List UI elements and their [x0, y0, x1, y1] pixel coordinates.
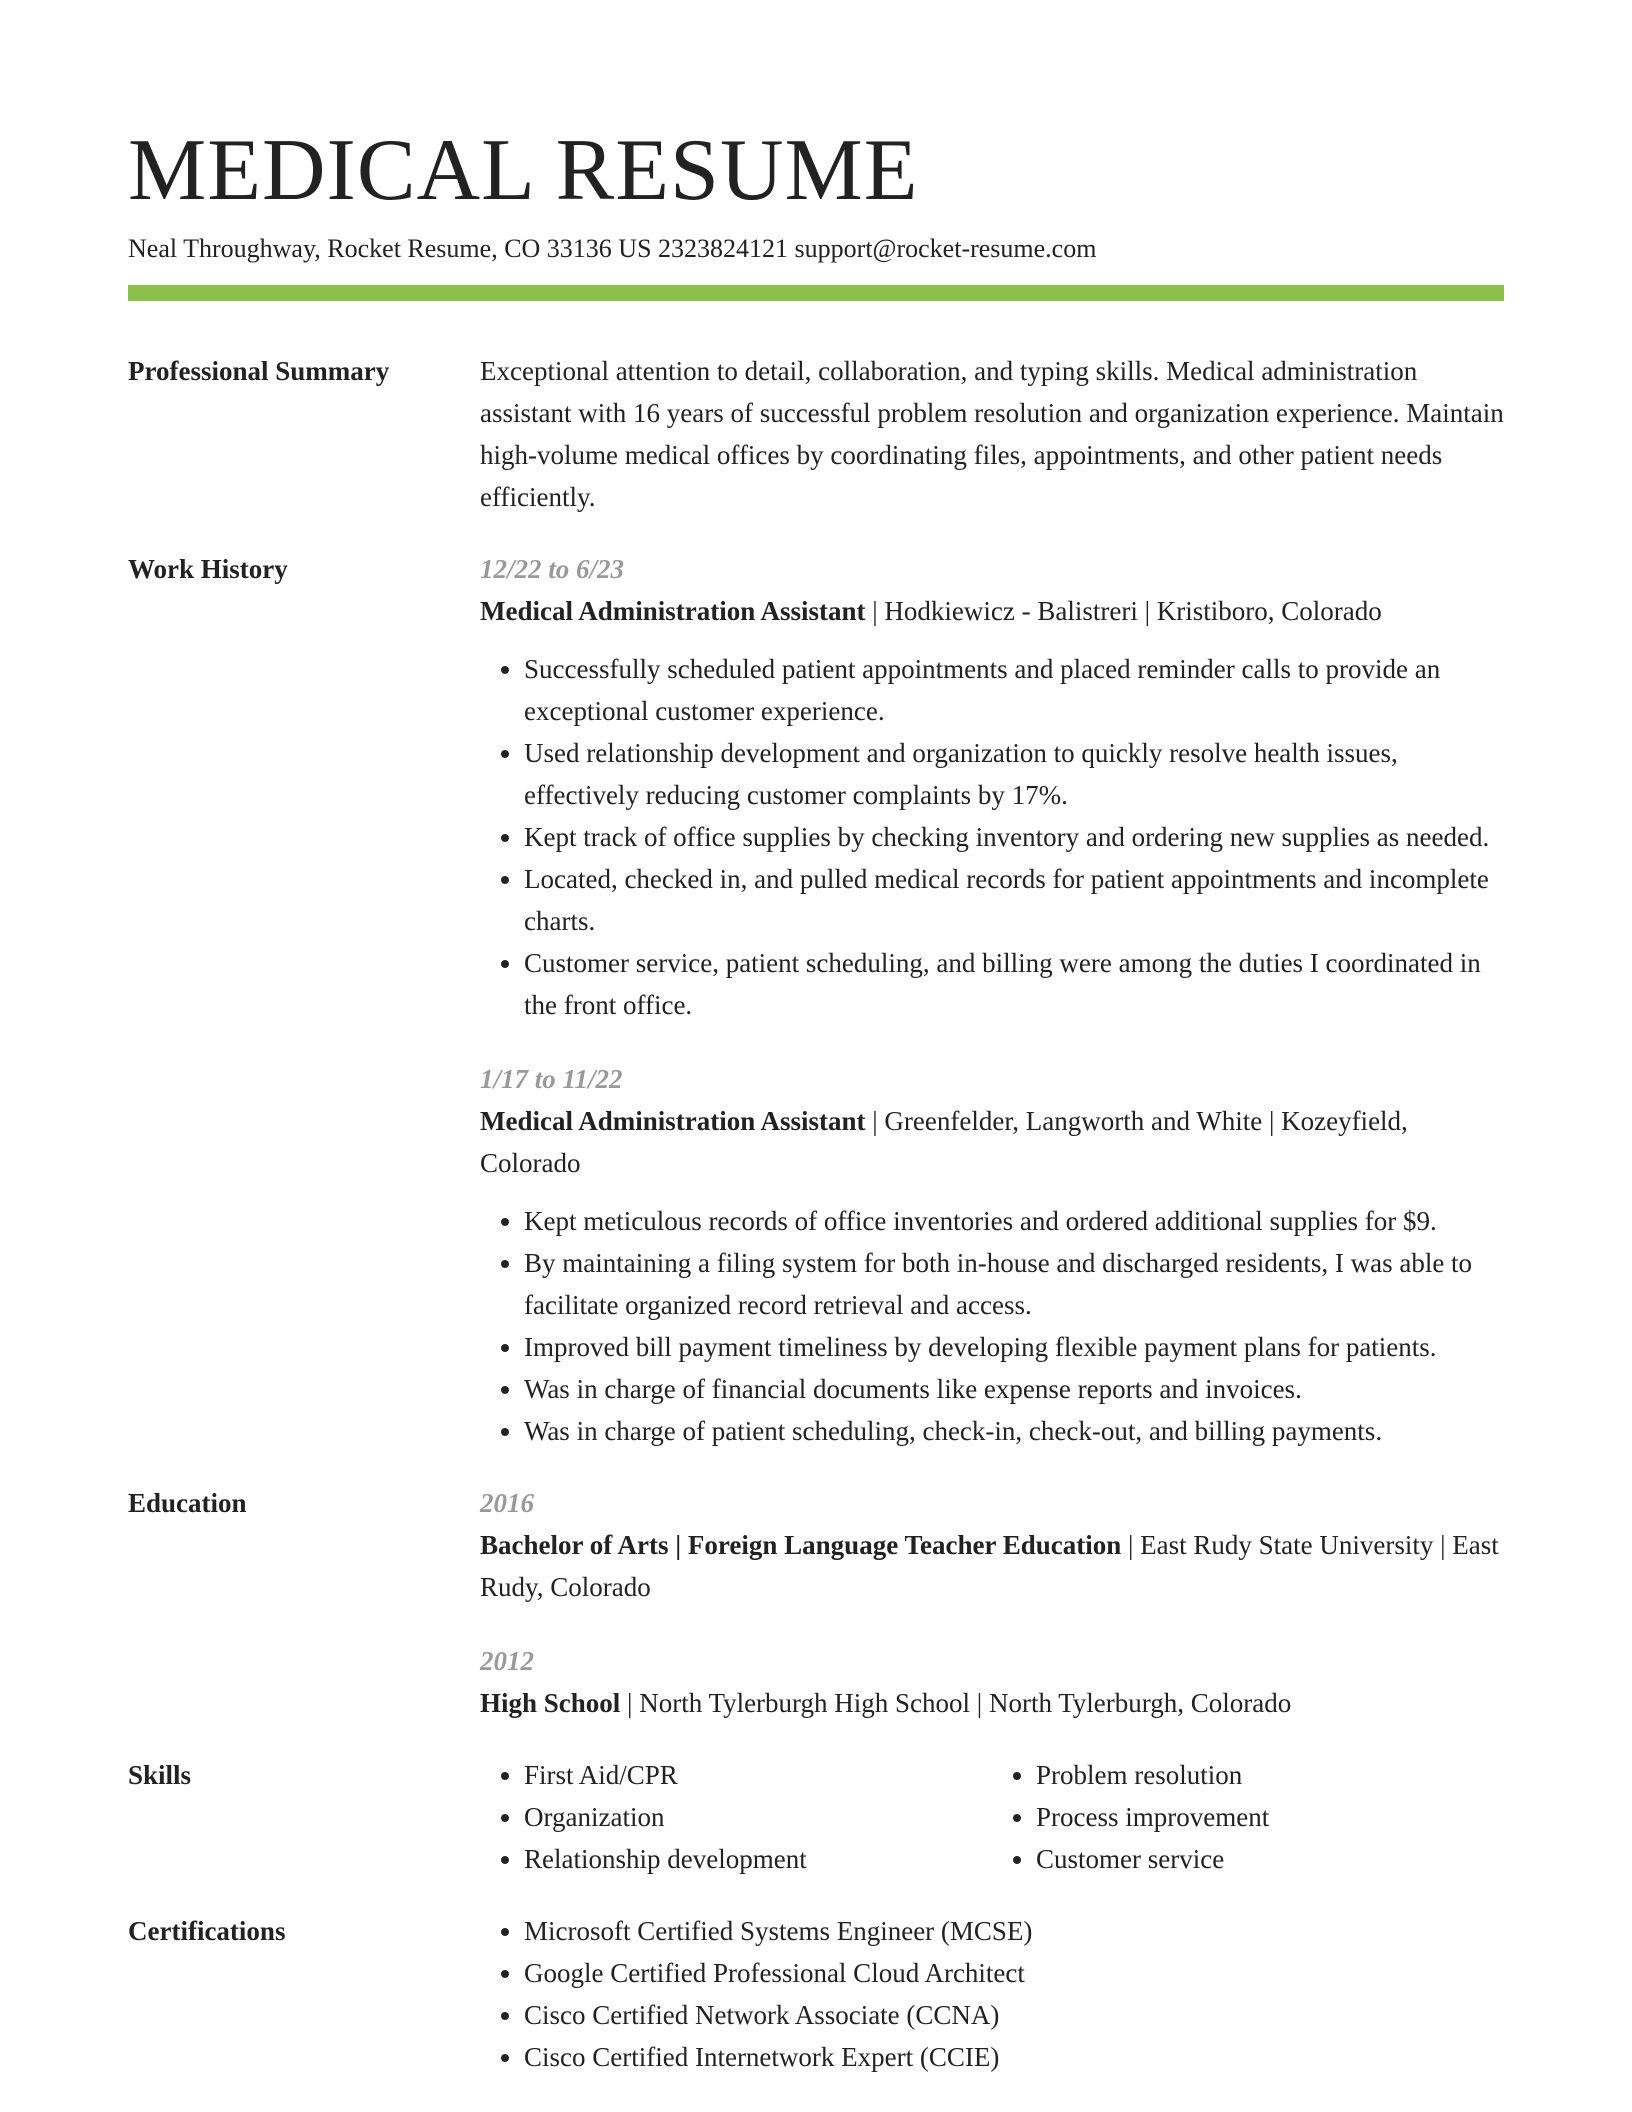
skill-item: • Relationship development — [524, 1838, 992, 1880]
education-section — [128, 1482, 1504, 1724]
skills-list-right — [992, 1754, 1504, 1880]
education-date: 2012 — [480, 1646, 534, 1676]
degree-title: High School — [480, 1688, 621, 1718]
job-title: Medical Administration Assistant — [480, 596, 866, 626]
job-entry — [480, 548, 1504, 1026]
job-details: | Hodkiewicz - Balistreri | Kristiboro, Colorado — [865, 596, 1382, 626]
job-date: 12/22 to 6/23 — [480, 554, 625, 584]
job-title: Medical Administration Assistant — [480, 1106, 866, 1136]
skill-item: • First Aid/CPR — [524, 1754, 992, 1796]
job-bullet: • Improved bill payment timeliness by developing flexible payment plans for patients. — [524, 1326, 1504, 1368]
education-line — [480, 1682, 1504, 1724]
contact-line: Neal Throughway, Rocket Resume, CO 33136 US 2323824121 support@rocket-resume.com — [128, 234, 1097, 263]
job-bullets — [480, 1200, 1504, 1452]
job-line — [480, 1100, 1504, 1184]
education-entry — [480, 1640, 1504, 1724]
skills-section — [128, 1754, 1504, 1880]
job-line — [480, 590, 1504, 632]
section-label-education: Education — [128, 1488, 247, 1518]
skills-list-left — [480, 1754, 992, 1880]
summary-text: Exceptional attention to detail, collaboration, and typing skills. Medical administration assistant with 16 years of successful problem resolution and organization experience. Maintain high-volume medical offices by coordinating files, appointments, and other patient needs efficiently. — [480, 356, 1504, 512]
job-bullet: • Used relationship development and organization to quickly resolve health issues, effectively reducing customer complaints by 17%. — [524, 732, 1504, 816]
job-bullet: • By maintaining a filing system for both in-house and discharged residents, I was able to facilitate organized record retrieval and access. — [524, 1242, 1504, 1326]
resume-title: MEDICAL RESUME — [128, 122, 919, 219]
certification-item: • Microsoft Certified Systems Engineer (MCSE) — [524, 1910, 1504, 1952]
job-bullet: • Located, checked in, and pulled medical records for patient appointments and incomplete charts. — [524, 858, 1504, 942]
accent-divider — [128, 285, 1504, 301]
education-details: | East Rudy State University | East Rudy, Colorado — [480, 1530, 1499, 1602]
job-bullet: • Customer service, patient scheduling, and billing were among the duties I coordinated in the front office. — [524, 942, 1504, 1026]
skill-item: • Customer service — [1036, 1838, 1504, 1880]
skill-item: • Process improvement — [1036, 1796, 1504, 1838]
work-history-section — [128, 548, 1504, 1452]
job-bullet: • Was in charge of patient scheduling, check-in, check-out, and billing payments. — [524, 1410, 1504, 1452]
job-date: 1/17 to 11/22 — [480, 1064, 623, 1094]
section-label-summary: Professional Summary — [128, 356, 390, 386]
degree-title: Bachelor of Arts | Foreign Language Teacher Education — [480, 1530, 1122, 1560]
section-label-work-history: Work History — [128, 554, 288, 584]
resume-sections — [128, 350, 1504, 2108]
education-details: | North Tylerburgh High School | North Tylerburgh, Colorado — [620, 1688, 1292, 1718]
education-line — [480, 1524, 1504, 1608]
job-entry — [480, 1058, 1504, 1452]
certification-item: • Cisco Certified Network Associate (CCNA) — [524, 1994, 1504, 2036]
summary-section — [128, 350, 1504, 518]
skill-item: • Organization — [524, 1796, 992, 1838]
certification-item: • Google Certified Professional Cloud Architect — [524, 1952, 1504, 1994]
section-label-certifications: Certifications — [128, 1916, 286, 1946]
certifications-list — [480, 1910, 1504, 2078]
section-label-skills: Skills — [128, 1760, 192, 1790]
job-bullet: • Successfully scheduled patient appointments and placed reminder calls to provide an exceptional customer experience. — [524, 648, 1504, 732]
job-details: | Greenfelder, Langworth and White | Kozeyfield, Colorado — [480, 1106, 1408, 1178]
skill-item: • Problem resolution — [1036, 1754, 1504, 1796]
job-bullet: • Kept track of office supplies by checking inventory and ordering new supplies as needed. — [524, 816, 1504, 858]
certifications-section — [128, 1910, 1504, 2078]
certification-item: • Cisco Certified Internetwork Expert (CCIE) — [524, 2036, 1504, 2078]
education-date: 2016 — [480, 1488, 534, 1518]
job-bullet: • Was in charge of financial documents like expense reports and invoices. — [524, 1368, 1504, 1410]
education-entry — [480, 1482, 1504, 1608]
job-bullet: • Kept meticulous records of office inventories and ordered additional supplies for $9. — [524, 1200, 1504, 1242]
job-bullets — [480, 648, 1504, 1026]
